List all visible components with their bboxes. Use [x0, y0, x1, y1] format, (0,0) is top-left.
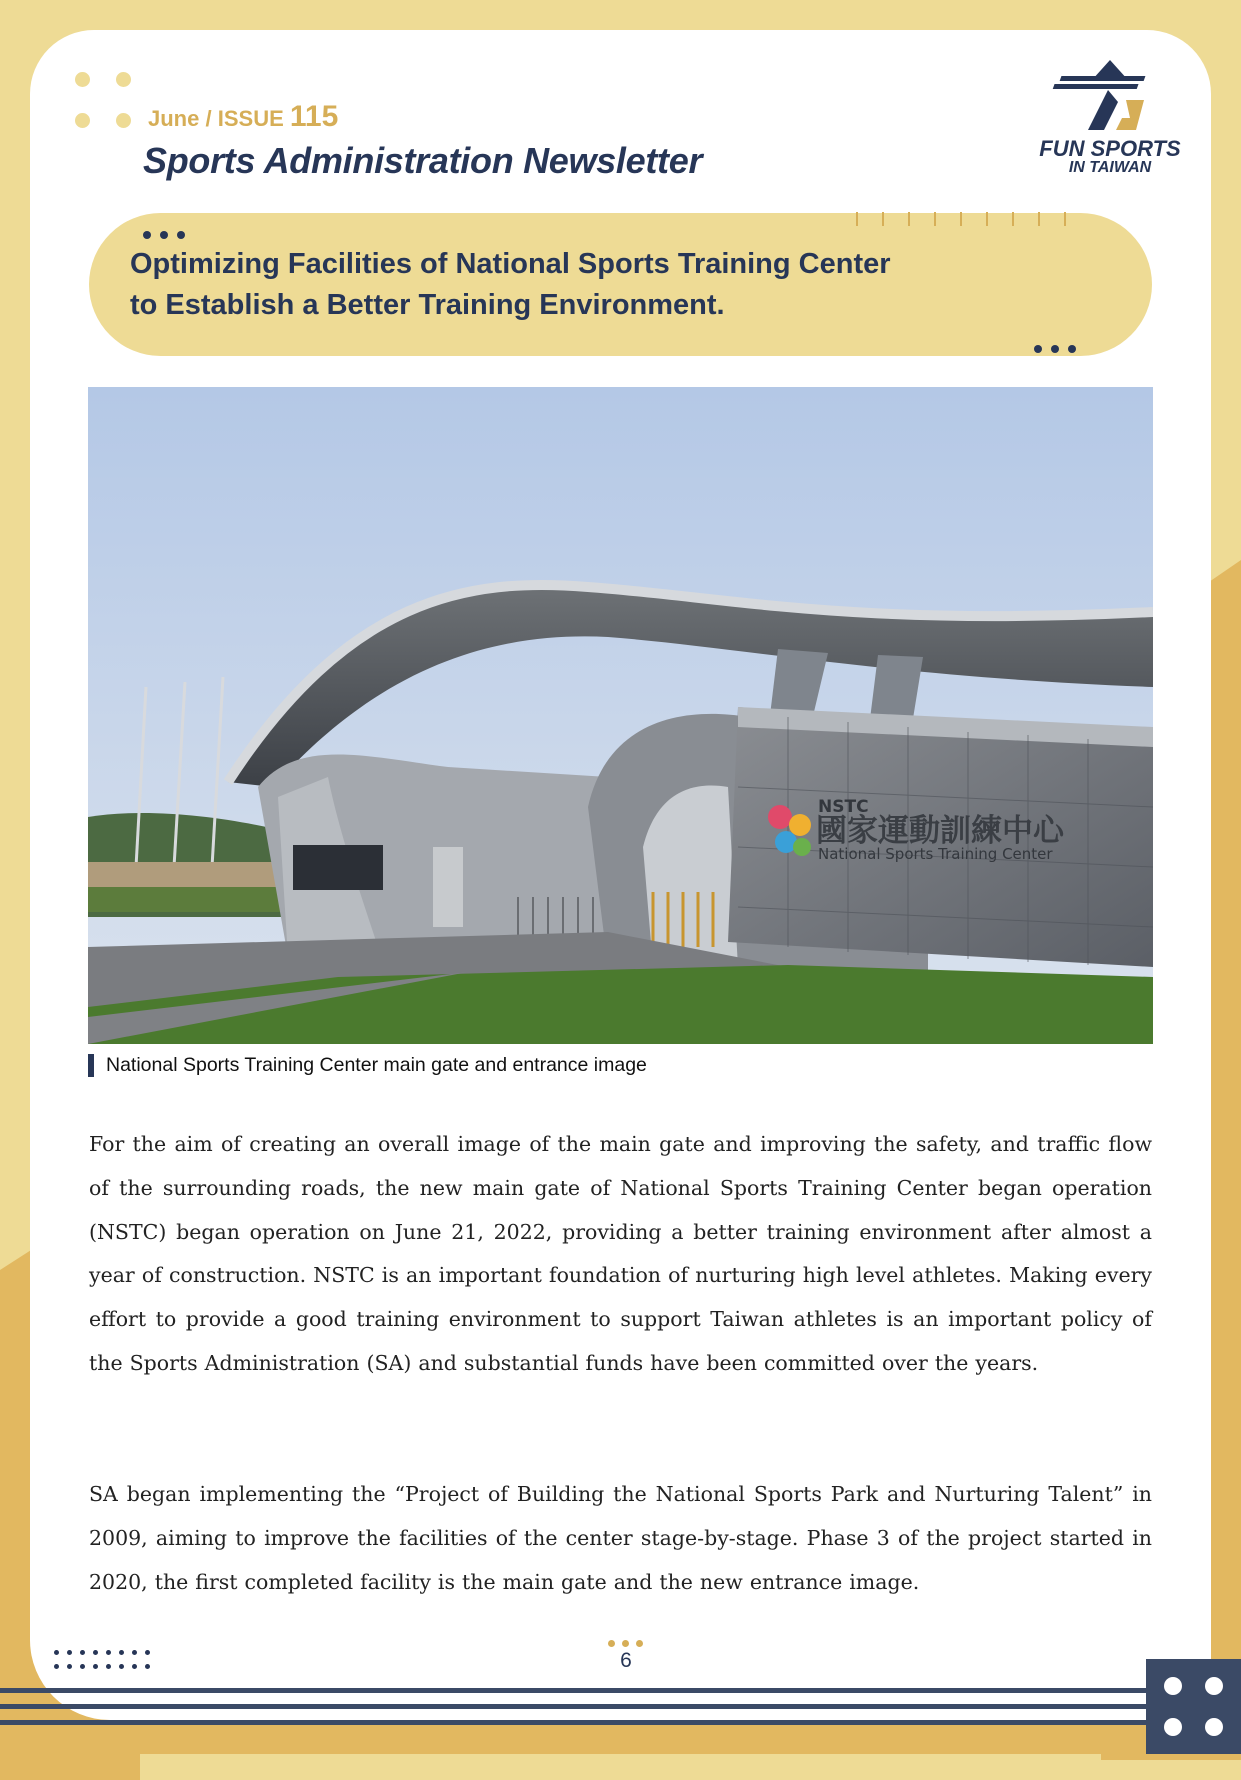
- corner-decoration: [1146, 1659, 1241, 1754]
- issue-label: June / ISSUE 115: [148, 100, 339, 133]
- footer-stripe-3: [0, 1720, 1146, 1725]
- photo-sign-short: NSTC: [818, 797, 869, 817]
- decorative-ticks: [855, 212, 1075, 228]
- article-paragraph-2: SA began implementing the “Project of Building the National Sports Park and Nurturing Talent” in 2009, aiming to improve the facilities of the center stage-by-stage. Phase 3 of the project started in 2020, the first completed facility is the main gate and the new entrance image.: [89, 1482, 1152, 1594]
- newsletter-title: Sports Administration Newsletter: [143, 140, 703, 181]
- article-paragraph-1: For the aim of creating an overall image of the main gate and improving the safety, and traffic flow of the surrounding roads, the new main gate of National Sports Training Center began operation (NSTC) began operation on June 21, 2022, providing a better training environment after almost a year of construction. NSTC is an important foundation of nurturing high level athletes. Making every effort to provide a good training environment to support Taiwan athletes is an important policy of the Sports Administration (SA) and substantial funds have been committed over the years.: [89, 1132, 1152, 1375]
- photo-sign-english: National Sports Training Center: [818, 845, 1053, 863]
- article-headline: Optimizing Facilities of National Sports Training Center to Establish a Better Training Environment.: [130, 248, 891, 321]
- logo-text-fun-sports: FUN SPORTS: [1039, 136, 1181, 161]
- footer-stripe-1: [0, 1688, 1146, 1693]
- issue-number: 115: [289, 100, 339, 133]
- logo-text-in-taiwan: IN TAIWAN: [1068, 159, 1152, 176]
- decorative-dots-banner-left: [143, 226, 194, 244]
- photo-sign-chinese: 國家運動訓練中心: [816, 813, 1064, 849]
- decorative-dots-banner-right: [1034, 340, 1085, 358]
- footer-stripe-2: [0, 1704, 1146, 1709]
- main-gate-photo: [88, 387, 1153, 1044]
- caption-marker: [88, 1054, 94, 1077]
- page-number: 6: [620, 1649, 632, 1672]
- photo-caption: National Sports Training Center main gate and entrance image: [106, 1054, 647, 1076]
